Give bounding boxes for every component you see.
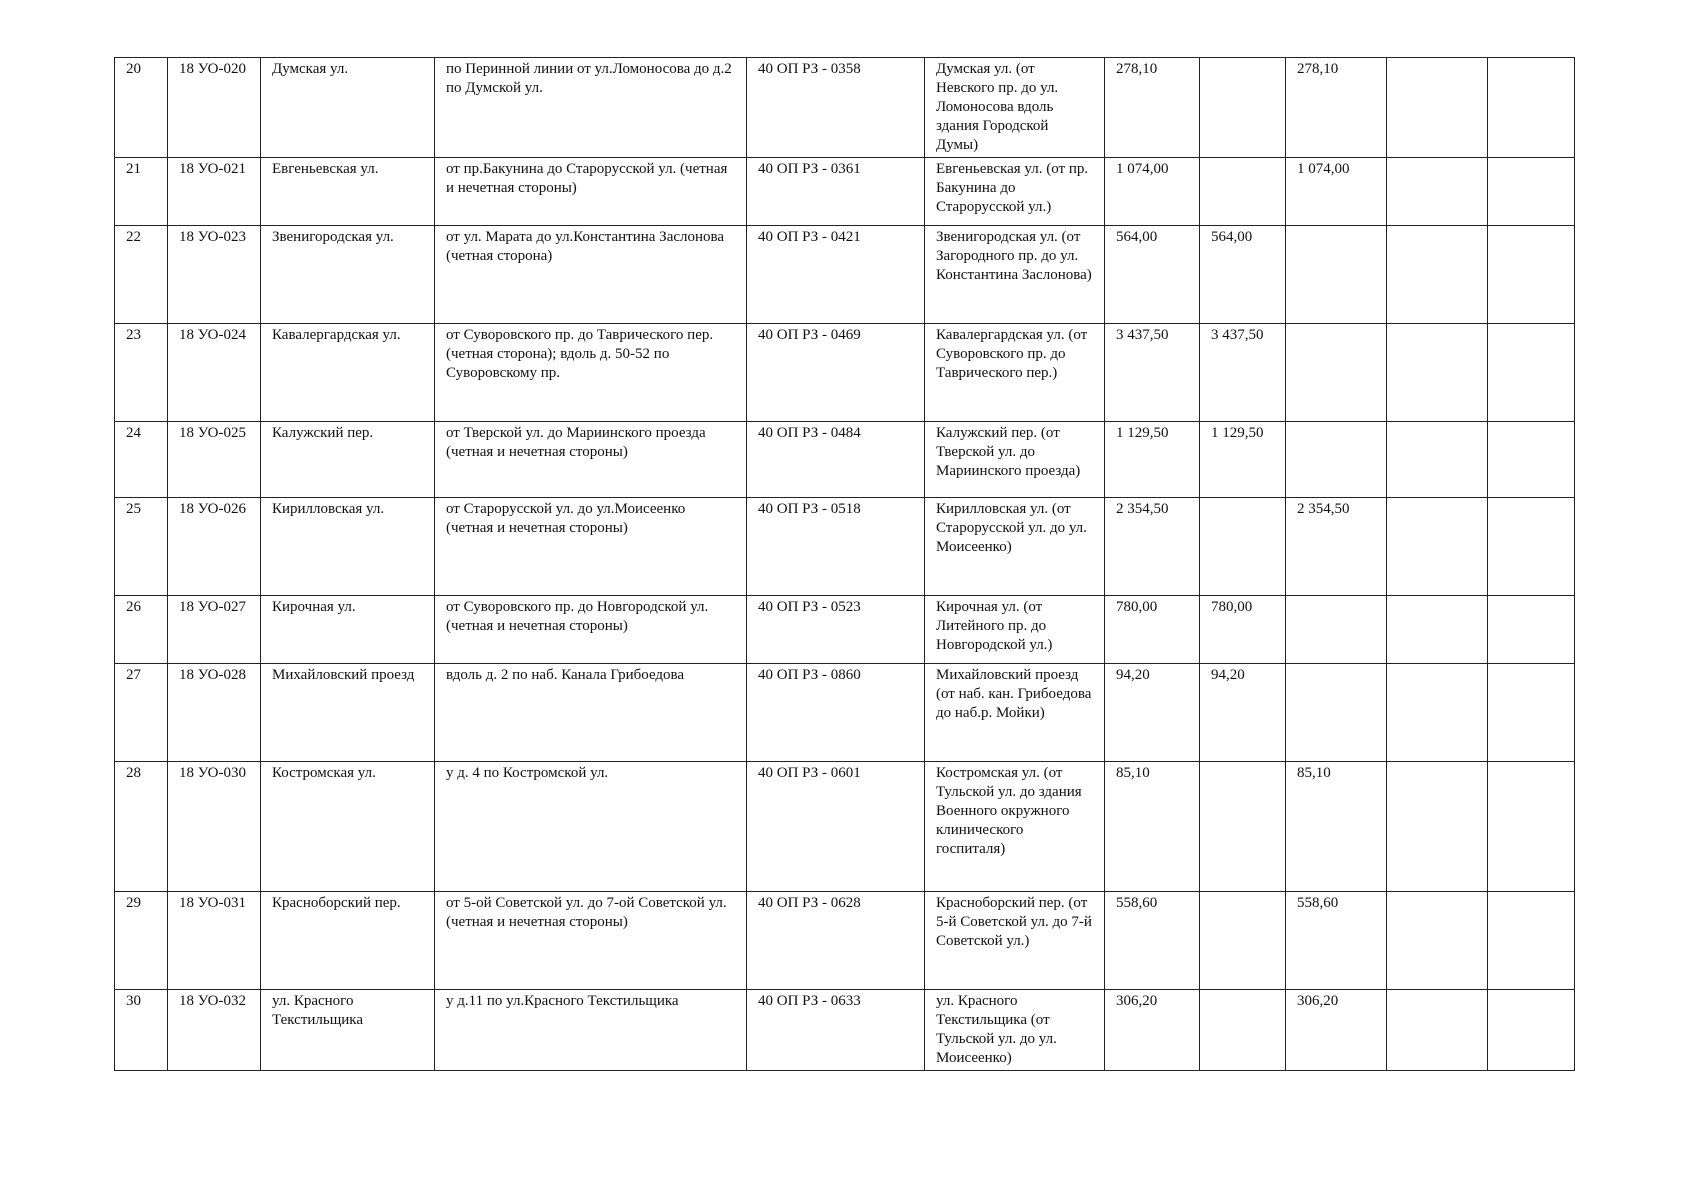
value-d-cell (1488, 58, 1575, 158)
total-value-cell: 306,20 (1105, 990, 1200, 1071)
road-name-cell: Калужский пер. (от Тверской ул. до Мариинского проезда) (925, 422, 1105, 498)
street-name-cell: Калужский пер. (261, 422, 435, 498)
location-description-cell: от ул. Марата до ул.Константина Заслонова (четная сторона) (435, 226, 747, 324)
value-b-cell (1286, 596, 1387, 664)
value-b-cell: 278,10 (1286, 58, 1387, 158)
total-value-cell: 1 074,00 (1105, 158, 1200, 226)
table-row (115, 990, 1575, 1071)
value-a-cell: 94,20 (1200, 664, 1286, 762)
road-name-cell: Кавалергардская ул. (от Суворовского пр. до Таврического пер.) (925, 324, 1105, 422)
road-id-cell: 40 ОП РЗ - 0628 (747, 892, 925, 990)
location-description-cell: от Старорусской ул. до ул.Моисеенко (четная и нечетная стороны) (435, 498, 747, 596)
table-row (115, 226, 1575, 324)
object-code-cell: 18 УО-032 (168, 990, 261, 1071)
value-b-cell (1286, 226, 1387, 324)
value-d-cell (1488, 498, 1575, 596)
row-number-cell: 30 (115, 990, 168, 1071)
location-description-cell: от Суворовского пр. до Новгородской ул. (четная и нечетная стороны) (435, 596, 747, 664)
total-value-cell: 1 129,50 (1105, 422, 1200, 498)
road-name-cell: Думская ул. (от Невского пр. до ул. Ломоносова вдоль здания Городской Думы) (925, 58, 1105, 158)
value-b-cell (1286, 664, 1387, 762)
total-value-cell: 3 437,50 (1105, 324, 1200, 422)
road-name-cell: Кирочная ул. (от Литейного пр. до Новгородской ул.) (925, 596, 1105, 664)
row-number-cell: 24 (115, 422, 168, 498)
object-code-cell: 18 УО-025 (168, 422, 261, 498)
object-code-cell: 18 УО-020 (168, 58, 261, 158)
value-c-cell (1387, 498, 1488, 596)
table-row (115, 158, 1575, 226)
row-number-cell: 27 (115, 664, 168, 762)
total-value-cell: 780,00 (1105, 596, 1200, 664)
row-number-cell: 25 (115, 498, 168, 596)
value-a-cell (1200, 158, 1286, 226)
location-description-cell: от пр.Бакунина до Старорусской ул. (четная и нечетная стороны) (435, 158, 747, 226)
street-name-cell: Евгеньевская ул. (261, 158, 435, 226)
row-number-cell: 20 (115, 58, 168, 158)
row-number-cell: 22 (115, 226, 168, 324)
object-code-cell: 18 УО-031 (168, 892, 261, 990)
value-d-cell (1488, 664, 1575, 762)
road-id-cell: 40 ОП РЗ - 0484 (747, 422, 925, 498)
row-number-cell: 23 (115, 324, 168, 422)
value-c-cell (1387, 422, 1488, 498)
value-c-cell (1387, 158, 1488, 226)
road-id-cell: 40 ОП РЗ - 0358 (747, 58, 925, 158)
street-name-cell: Кирилловская ул. (261, 498, 435, 596)
table-row (115, 664, 1575, 762)
road-id-cell: 40 ОП РЗ - 0860 (747, 664, 925, 762)
value-d-cell (1488, 422, 1575, 498)
table-row (115, 892, 1575, 990)
value-c-cell (1387, 990, 1488, 1071)
value-b-cell: 558,60 (1286, 892, 1387, 990)
road-name-cell: Евгеньевская ул. (от пр. Бакунина до Старорусской ул.) (925, 158, 1105, 226)
location-description-cell: от 5-ой Советской ул. до 7-ой Советской ул. (четная и нечетная стороны) (435, 892, 747, 990)
value-a-cell (1200, 58, 1286, 158)
street-name-cell: Кирочная ул. (261, 596, 435, 664)
value-d-cell (1488, 762, 1575, 892)
value-a-cell: 564,00 (1200, 226, 1286, 324)
total-value-cell: 564,00 (1105, 226, 1200, 324)
value-a-cell: 780,00 (1200, 596, 1286, 664)
road-id-cell: 40 ОП РЗ - 0601 (747, 762, 925, 892)
road-name-cell: Михайловский проезд (от наб. кан. Грибоедова до наб.р. Мойки) (925, 664, 1105, 762)
value-d-cell (1488, 158, 1575, 226)
value-b-cell: 306,20 (1286, 990, 1387, 1071)
object-code-cell: 18 УО-026 (168, 498, 261, 596)
value-b-cell: 85,10 (1286, 762, 1387, 892)
value-d-cell (1488, 990, 1575, 1071)
road-id-cell: 40 ОП РЗ - 0361 (747, 158, 925, 226)
road-name-cell: Костромская ул. (от Тульской ул. до здания Военного окружного клинического госпиталя) (925, 762, 1105, 892)
value-c-cell (1387, 892, 1488, 990)
value-a-cell (1200, 892, 1286, 990)
road-id-cell: 40 ОП РЗ - 0523 (747, 596, 925, 664)
value-c-cell (1387, 58, 1488, 158)
table-row (115, 596, 1575, 664)
table-row (115, 762, 1575, 892)
value-a-cell (1200, 990, 1286, 1071)
value-c-cell (1387, 596, 1488, 664)
value-c-cell (1387, 226, 1488, 324)
value-b-cell (1286, 324, 1387, 422)
road-id-cell: 40 ОП РЗ - 0421 (747, 226, 925, 324)
location-description-cell: от Суворовского пр. до Таврического пер. (четная сторона); вдоль д. 50-52 по Суворовскому пр. (435, 324, 747, 422)
road-id-cell: 40 ОП РЗ - 0518 (747, 498, 925, 596)
value-b-cell: 1 074,00 (1286, 158, 1387, 226)
object-code-cell: 18 УО-027 (168, 596, 261, 664)
value-a-cell: 3 437,50 (1200, 324, 1286, 422)
street-registry-table (114, 57, 1575, 1071)
street-name-cell: Кавалергардская ул. (261, 324, 435, 422)
object-code-cell: 18 УО-028 (168, 664, 261, 762)
row-number-cell: 21 (115, 158, 168, 226)
location-description-cell: у д.11 по ул.Красного Текстильщика (435, 990, 747, 1071)
object-code-cell: 18 УО-021 (168, 158, 261, 226)
value-b-cell: 2 354,50 (1286, 498, 1387, 596)
value-c-cell (1387, 324, 1488, 422)
total-value-cell: 85,10 (1105, 762, 1200, 892)
row-number-cell: 29 (115, 892, 168, 990)
road-id-cell: 40 ОП РЗ - 0633 (747, 990, 925, 1071)
location-description-cell: вдоль д. 2 по наб. Канала Грибоедова (435, 664, 747, 762)
street-name-cell: Звенигородская ул. (261, 226, 435, 324)
street-name-cell: Михайловский проезд (261, 664, 435, 762)
table-row (115, 422, 1575, 498)
location-description-cell: по Перинной линии от ул.Ломоносова до д.2 по Думской ул. (435, 58, 747, 158)
total-value-cell: 2 354,50 (1105, 498, 1200, 596)
row-number-cell: 26 (115, 596, 168, 664)
value-c-cell (1387, 762, 1488, 892)
value-d-cell (1488, 226, 1575, 324)
location-description-cell: от Тверской ул. до Мариинского проезда (четная и нечетная стороны) (435, 422, 747, 498)
road-name-cell: Звенигородская ул. (от Загородного пр. до ул. Константина Заслонова) (925, 226, 1105, 324)
value-c-cell (1387, 664, 1488, 762)
location-description-cell: у д. 4 по Костромской ул. (435, 762, 747, 892)
total-value-cell: 278,10 (1105, 58, 1200, 158)
street-name-cell: ул. Красного Текстильщика (261, 990, 435, 1071)
street-name-cell: Думская ул. (261, 58, 435, 158)
row-number-cell: 28 (115, 762, 168, 892)
road-name-cell: Красноборский пер. (от 5-й Советской ул. до 7-й Советской ул.) (925, 892, 1105, 990)
total-value-cell: 94,20 (1105, 664, 1200, 762)
table-row (115, 58, 1575, 158)
total-value-cell: 558,60 (1105, 892, 1200, 990)
table-row (115, 324, 1575, 422)
road-id-cell: 40 ОП РЗ - 0469 (747, 324, 925, 422)
street-name-cell: Костромская ул. (261, 762, 435, 892)
value-d-cell (1488, 892, 1575, 990)
table-body (115, 58, 1575, 1071)
value-a-cell: 1 129,50 (1200, 422, 1286, 498)
value-d-cell (1488, 324, 1575, 422)
street-name-cell: Красноборский пер. (261, 892, 435, 990)
value-a-cell (1200, 762, 1286, 892)
table-row (115, 498, 1575, 596)
value-a-cell (1200, 498, 1286, 596)
road-name-cell: ул. Красного Текстильщика (от Тульской ул. до ул. Моисеенко) (925, 990, 1105, 1071)
road-name-cell: Кирилловская ул. (от Старорусской ул. до ул. Моисеенко) (925, 498, 1105, 596)
object-code-cell: 18 УО-030 (168, 762, 261, 892)
object-code-cell: 18 УО-023 (168, 226, 261, 324)
value-d-cell (1488, 596, 1575, 664)
object-code-cell: 18 УО-024 (168, 324, 261, 422)
value-b-cell (1286, 422, 1387, 498)
